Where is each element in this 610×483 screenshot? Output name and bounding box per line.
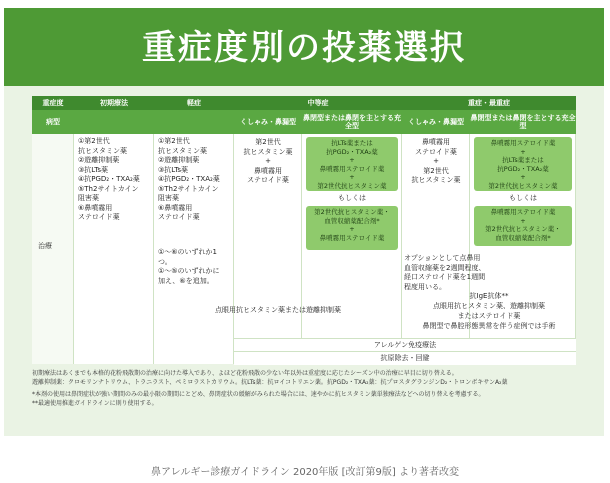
header-congestion-severe: 鼻閉型または鼻閉を主とする充全型 <box>470 110 576 134</box>
title-banner <box>4 8 604 86</box>
severe-option-note: オプションとして点鼻用 血管収縮薬を2週間程度、 経口ステロイド薬を1週間 程度用いる。 <box>404 254 486 291</box>
header-blank-1 <box>74 110 154 134</box>
mild-note: ①～⑥のいずれか1 つ。 ①～⑤のいずれかに 加え、⑥を追加。 <box>158 248 220 285</box>
band-avoidance: 抗原除去・回避 <box>234 351 576 365</box>
treatment-table-panel <box>4 86 604 436</box>
intermittent-cell <box>74 134 154 364</box>
severe-sneeze-drugs: 鼻噴霧用 ステロイド薬 + 第2世代 抗ヒスタミン薬 <box>411 138 461 184</box>
severe-combo-box-2: 鼻噴霧用ステロイド薬 + 第2世代抗ヒスタミン薬・ 血管収縮薬配合剤* <box>474 206 572 246</box>
source-caption: 鼻アレルギー診療ガイドライン 2020年版 [改訂第9版] より著者改変 <box>151 467 459 478</box>
moderate-sneeze-cell <box>234 134 302 364</box>
header-sneeze: くしゃみ・鼻漏型 <box>234 110 302 134</box>
header-intermittent: 初期療法 <box>74 96 154 110</box>
severe-or-label: もしくは <box>509 194 537 202</box>
moderate-combo-box-1: 抗LTs薬または 抗PGD₂・TXA₂薬 + 鼻噴霧用ステロイド薬 + 第2世代抗ヒスタミン薬 <box>306 137 398 191</box>
moderate-congestion-cell <box>302 134 402 364</box>
band-immunotherapy: アレルゲン免疫療法 <box>234 338 576 352</box>
band-eye-drops-left: 点眼用抗ヒスタミン薬または遊離抑制薬 <box>215 306 341 314</box>
row-label-treatment: 治療 <box>38 242 52 250</box>
treatment-table <box>32 96 576 364</box>
footnote-2: 遊離抑制薬：クロモリンナトリウム、トラニラスト、ペミロラストカリウム。抗LTs薬：抗ロイコトリエン薬。抗PGD₂・TXA₂薬：抗プロスタグランジンD₂・トロンボキサンA₂薬 <box>32 378 508 386</box>
footnotes <box>32 370 592 408</box>
header-mild: 軽症 <box>154 96 234 110</box>
moderate-sneeze-drugs: 第2世代 抗ヒスタミン薬 + 鼻噴霧用 ステロイド薬 <box>243 138 293 184</box>
header-blank-2 <box>154 110 234 134</box>
header-severe: 重症・最重症 <box>402 96 576 110</box>
mild-drug-list: ①第2世代 抗ヒスタミン薬 ②遊離抑制薬 ③抗LTs薬 ④抗PGD₂・TXA₂薬 ⑤Th2サイトカイン 阻害薬 ⑥鼻噴霧用 ステロイド薬 <box>158 137 220 221</box>
intermittent-drug-list: ①第2世代 抗ヒスタミン薬 ②遊離抑制薬 ③抗LTs薬 ④抗PGD₂・TXA₂薬 ⑤Th2サイトカイン 阻害薬 ⑥鼻噴霧用 ステロイド薬 <box>78 137 140 221</box>
page-title: 重症度別の投薬選択 <box>142 28 466 68</box>
footnote-1: 初期療法はあくまでも本格的花粉飛散期の治療に向けた導入であり、よほど花粉飛散の少ない年以外は重症度に応じたシーズン中の治療に早目に切り替える。 <box>32 370 458 377</box>
header-moderate: 中等症 <box>234 96 402 110</box>
severe-combo-box-1: 鼻噴霧用ステロイド薬 + 抗LTs薬または 抗PGD₂・TXA₂薬 + 第2世代抗ヒスタミン薬 <box>474 137 572 191</box>
band-surgery: 鼻閉型で鼻腔形態異常を伴う症例では手術 <box>422 322 556 330</box>
severe-antibody: 抗IgE抗体** <box>469 292 509 300</box>
header-congestion: 鼻閉型または鼻閉を主とする充全型 <box>302 110 402 134</box>
header-sneeze-severe: くしゃみ・鼻漏型 <box>402 110 470 134</box>
mild-cell <box>154 134 234 364</box>
header-severity: 重症度 <box>32 96 74 110</box>
row-label-cell <box>32 134 74 364</box>
moderate-or-label: もしくは <box>338 194 366 202</box>
moderate-combo-box-2: 第2世代抗ヒスタミン薬・ 血管収縮薬配合剤* + 鼻噴霧用ステロイド薬 <box>306 206 398 250</box>
header-disease-type: 病型 <box>32 110 74 134</box>
footnote-4: **最適使用推進ガイドラインに則り使用する。 <box>32 399 158 407</box>
band-eye-drops-right: 点眼用抗ヒスタミン薬、遊離抑制薬 またはステロイド薬 <box>433 302 545 320</box>
footnote-3: *本剤の使用は鼻閉症状が強い期間のみの最小限の期間にとどめ、鼻閉症状の緩解がみられた場合には、速やかに抗ヒスタミン薬単独療法などへの切り替えを考慮する。 <box>32 391 485 398</box>
